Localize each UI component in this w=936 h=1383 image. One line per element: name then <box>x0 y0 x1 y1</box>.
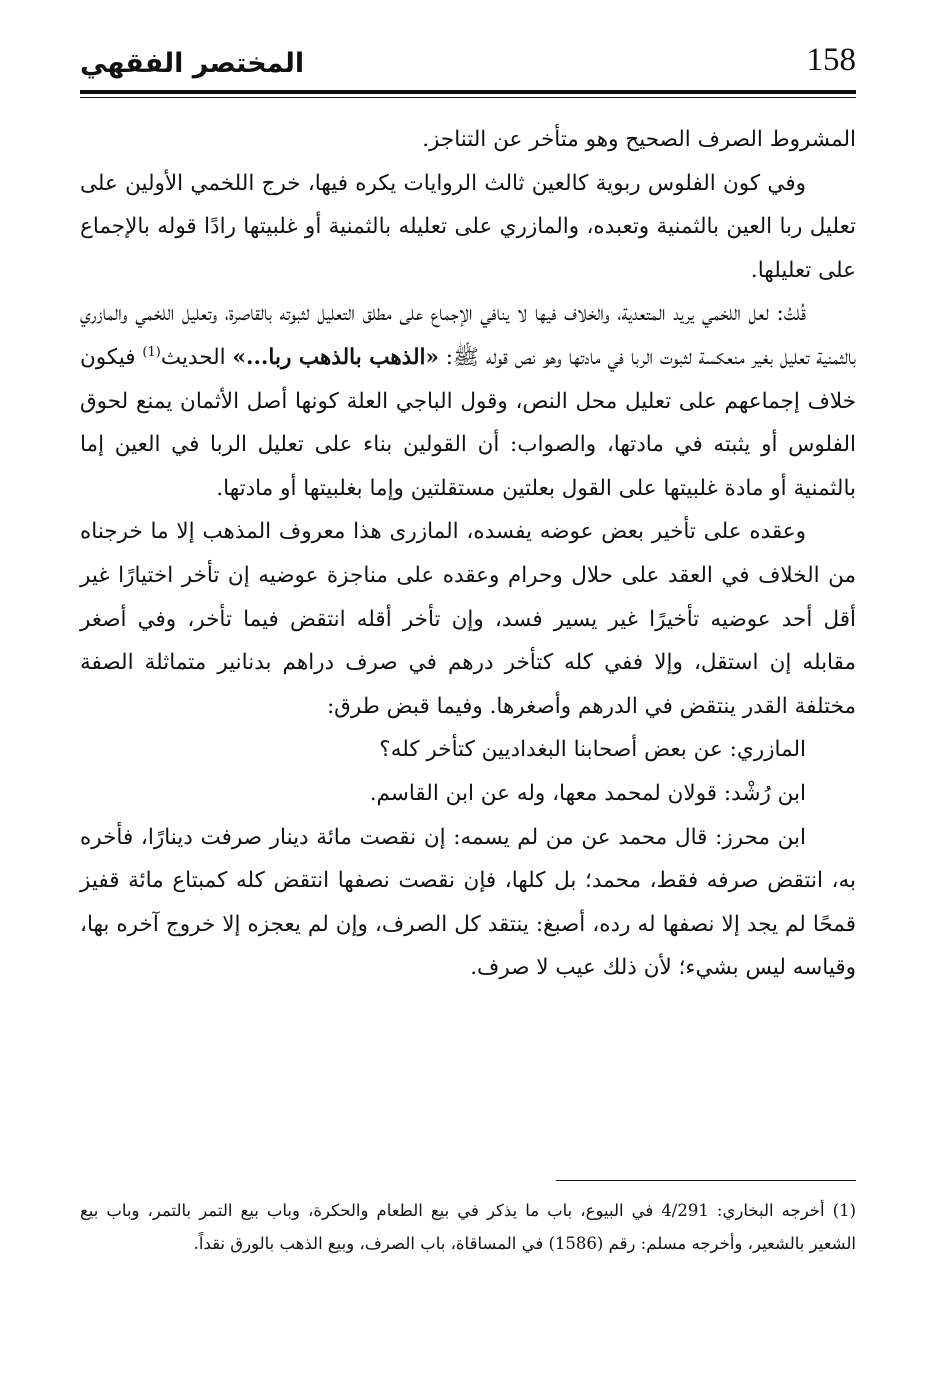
page-number: 158 <box>806 42 856 78</box>
body-text <box>80 118 856 990</box>
paragraph-1: المشروط الصرف الصحيح وهو متأخر عن التناجز. <box>422 127 856 152</box>
footnote-separator <box>556 1180 856 1181</box>
paragraph-5: المازري: عن بعض أصحابنا البغداديين كتأخر كله؟ <box>379 737 806 763</box>
paragraph-3 <box>80 292 856 510</box>
paragraph-3-middle: الحديث <box>160 344 233 370</box>
paragraph-3-before: قُلتُ: لعل اللخمي يريد المتعدية، والخلاف فيها لا ينافي الإجماع على مطلق التعليل لثبوته بالقاصرة، وتعليل اللخمي والمازري بالثمنية تعليل بغير منعكسة لثبوت الربا في مادتها وهو نص قوله ﷺ: <box>80 301 856 370</box>
paragraph-4: وعقده على تأخير بعض عوضه يفسده، المازرى هذا معروف المذهب إلا ما خرجناه من الخلاف في العقد على حلال وحرام وعقده على مناجزة عوضيه إن تأخر اختيارًا غير أقل أحد عوضيه تأخيرًا غير يسير فسد، وإن تأخر أقله انتقض فيما تأخر، وفي أصغر مقابله إن استقل، وإلا ففي كله كتأخر درهم في صرف دراهم بدنانير متماثلة الصفة مختلفة القدر ينتقض في الدرهم وأصغرها. وفيما قبض طرق: <box>80 519 856 719</box>
header-rule-thin <box>80 97 856 98</box>
footnote-1 <box>80 1194 856 1260</box>
footnote-marker: (1) <box>832 1201 857 1220</box>
paragraph-3-after: فيكون خلاف إجماعهم على تعليل محل النص، وقول الباجي العلة كونها أصل الأثمان يمنع لحوق الفلوس أو يثبته في مادتها، والصواب: أن القولين بناء على تعليل الربا في العين إما بالثمنية أو مادة غلبيتها على القول بعلتين مستقلتين وإما بغلبيتها أو مادتها. <box>80 344 856 501</box>
paragraph-7: ابن محرز: قال محمد عن من لم يسمه: إن نقصت مائة دينار صرفت دينارًا، فأخره به، انتقض صرفه فقط، محمد؛ بل كلها، فإن نقصت نصفها انتقض كله كمبتاع مائة قفيز قمحًا لم يجد إلا نصفها له رده، أصبغ: ينتقد كل الصرف، وإن لم يعجزه إلا خروج آخره بها، وقياسه ليس بشيء؛ لأن ذلك عيب لا صرف. <box>80 824 856 981</box>
running-header <box>80 40 856 88</box>
paragraph-6: ابن رُشْد: قولان لمحمد معها، وله عن ابن القاسم. <box>369 780 806 806</box>
header-rule-thick <box>80 90 856 94</box>
paragraph-2: وفي كون الفلوس ربوية كالعين ثالث الروايات يكره فيها، خرج اللخمي الأولين على تعليل ربا العين بالثمنية وتعبده، والمازري على تعليله بالثمنية أو غلبيتها رادًا قوله بالإجماع على تعليلها. <box>80 170 856 283</box>
footnote-reference[interactable]: (1) <box>142 344 161 360</box>
footnotes <box>80 1194 856 1260</box>
book-title: المختصر الفقهي <box>80 48 305 79</box>
footnote-text: أخرجه البخاري: 4/291 في البيوع، باب ما يذكر في بيع الطعام والحكرة، وباب بيع التمر بالتمر، وباب بيع الشعير بالشعير، وأخرجه مسلم: رقم (1586) في المساقاة، باب الصرف، وبيع الذهب بالورق نقداً. <box>80 1201 856 1253</box>
hadith-quote: «الذهب بالذهب ربا...» <box>232 344 439 370</box>
